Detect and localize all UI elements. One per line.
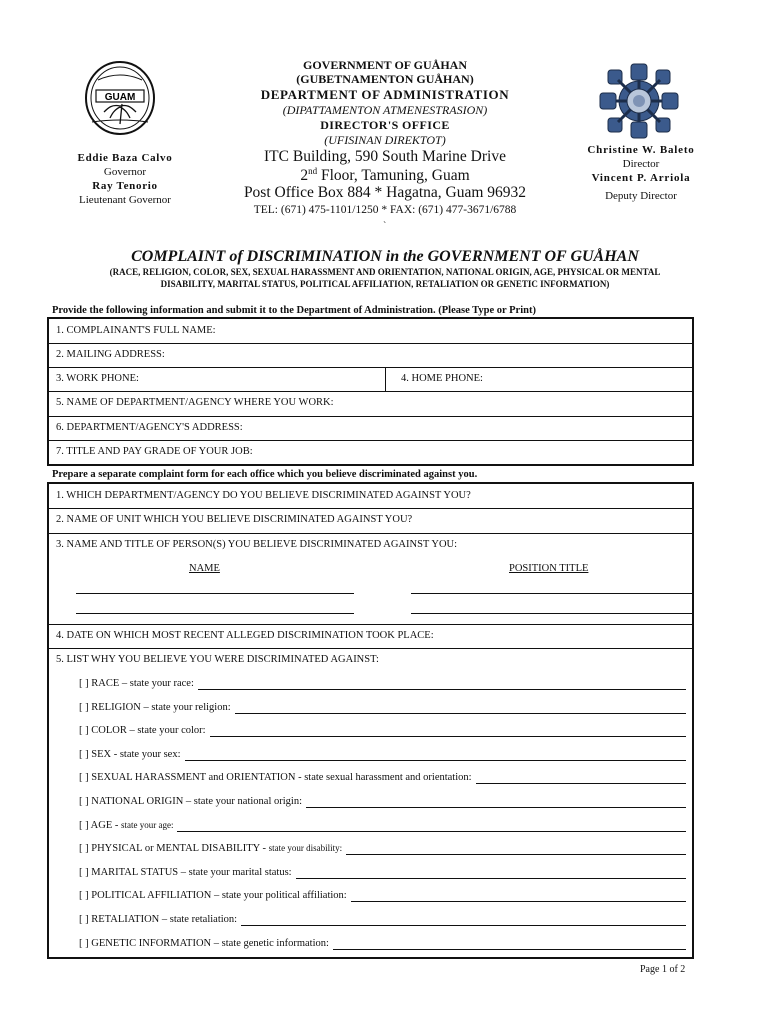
complaint-details-section (47, 482, 694, 959)
field-label: 6. DEPARTMENT/AGENCY'S ADDRESS: (56, 422, 243, 433)
question-label: 2. NAME OF UNIT WHICH YOU BELIEVE DISCRIMINATED AGAINST YOU? (56, 514, 413, 525)
checkbox[interactable]: [ ] (79, 701, 89, 713)
checkbox-label: GENETIC INFORMATION – state genetic information: (91, 937, 329, 949)
header-directors-office: DIRECTOR'S OFFICE (320, 118, 450, 132)
reason-checkbox-item[interactable] (79, 867, 292, 878)
complainant-info-section (47, 317, 694, 466)
question-date[interactable] (49, 624, 692, 649)
reason-checkbox-item[interactable] (79, 796, 302, 807)
header-address-2: 2nd Floor, Tamuning, Guam (300, 166, 470, 185)
reason-answer-line[interactable] (351, 901, 686, 902)
reason-answer-line[interactable] (235, 713, 686, 714)
person-position-line-2[interactable] (411, 613, 693, 614)
checkbox[interactable]: [ ] (79, 772, 89, 784)
question-reasons (49, 648, 692, 957)
field-label: 5. NAME OF DEPARTMENT/AGENCY WHERE YOU WORK: (56, 397, 334, 408)
reason-checkbox-item[interactable] (79, 725, 206, 736)
checkbox-label: PHYSICAL or MENTAL DISABILITY - (91, 843, 269, 855)
header-address-1: ITC Building, 590 South Marine Drive (264, 148, 506, 165)
checkbox-label: SEXUAL HARASSMENT and ORIENTATION - state sexual harassment and orientation: (91, 772, 472, 784)
header-address-3: Post Office Box 884 * Hagatna, Guam 96932 (243, 184, 527, 201)
person-position-line-1[interactable] (411, 593, 693, 594)
field-home-phone-label: 4. HOME PHONE: (401, 373, 483, 384)
governor-title: Governor (103, 166, 147, 178)
question-label: 4. DATE ON WHICH MOST RECENT ALLEGED DISCRIMINATION TOOK PLACE: (56, 630, 434, 641)
checkbox[interactable]: [ ] (79, 748, 89, 760)
row-phones (49, 367, 692, 392)
question-label: 1. WHICH DEPARTMENT/AGENCY DO YOU BELIEVE DISCRIMINATED AGAINST YOU? (56, 490, 471, 501)
field-label: 7. TITLE AND PAY GRADE OF YOUR JOB: (56, 446, 253, 457)
checkbox-label: RETALIATION – state retaliation: (91, 914, 238, 925)
checkbox-label: AGE - (90, 819, 121, 831)
lt-governor-name: Ray Tenorio (92, 180, 158, 192)
field-title-pay-grade[interactable] (49, 440, 692, 464)
reason-answer-line[interactable] (296, 878, 686, 879)
checkbox[interactable]: [ ] (79, 937, 89, 949)
header-ufisinan: (UFISINAN DIREKTOT) (324, 133, 446, 147)
field-complainant-name[interactable] (49, 319, 692, 344)
reason-checkbox-item[interactable] (79, 820, 173, 831)
checkbox[interactable]: [ ] (79, 866, 89, 878)
form-subtitle-2: DISABILITY, MARITAL STATUS, POLITICAL AFFILIATION, RETALIATION OR GENETIC INFORMATION) (160, 279, 610, 289)
reason-answer-line[interactable] (306, 807, 686, 808)
question-unit[interactable] (49, 508, 692, 534)
svg-text:GUAM: GUAM (104, 92, 136, 103)
header-tick-mark: ` (383, 221, 387, 232)
checkbox-label: RELIGION – state your religion: (91, 701, 231, 713)
checkbox[interactable]: [ ] (79, 890, 89, 902)
lt-governor-title: Lieutenant Governor (79, 194, 171, 206)
reason-answer-line[interactable] (346, 854, 686, 855)
field-department-agency[interactable] (49, 391, 692, 417)
form-subtitle-1: (RACE, RELIGION, COLOR, SEX, SEXUAL HARASSMENT AND ORIENTATION, NATIONAL ORIGIN, AGE, PHYSICAL OR MENTAL (109, 267, 661, 277)
reason-checkbox-item[interactable] (79, 772, 472, 783)
question-label: 3. NAME AND TITLE OF PERSON(S) YOU BELIEVE DISCRIMINATED AGAINST YOU: (56, 539, 458, 550)
form-title: COMPLAINT of DISCRIMINATION in the GOVERNMENT OF GUÅHAN (131, 248, 639, 265)
director-name: Christine W. Baleto (587, 144, 695, 156)
field-work-phone-label: 3. WORK PHONE: (56, 373, 139, 384)
person-name-line-1[interactable] (76, 593, 354, 594)
director-title: Director (622, 158, 660, 170)
reason-answer-line[interactable] (185, 760, 686, 761)
instruction-separate-form: Prepare a separate complaint form for each office which you believe discriminated against you. (52, 469, 478, 480)
instruction-provide-info: Provide the following information and submit it to the Department of Administration. (Please Type or Print) (52, 305, 536, 316)
governor-name: Eddie Baza Calvo (77, 152, 173, 164)
checkbox-label: MARITAL STATUS – state your marital status: (91, 866, 292, 878)
checkbox-label-small: state your disability: (268, 843, 343, 854)
checkbox[interactable]: [ ] (79, 819, 89, 831)
column-name-header: NAME (189, 563, 220, 574)
phone-divider (385, 367, 386, 391)
question-department[interactable] (49, 484, 692, 509)
reason-checkbox-item[interactable] (79, 749, 181, 760)
reason-checkbox-item[interactable] (79, 702, 231, 713)
reason-checkbox-item[interactable] (79, 843, 342, 854)
column-position-header: POSITION TITLE (509, 563, 589, 574)
reason-answer-line[interactable] (333, 949, 686, 950)
header-gubetnamenton: (GUBETNAMENTON GUÅHAN) (296, 72, 474, 86)
checkbox-label: POLITICAL AFFILIATION – state your political affiliation: (91, 890, 347, 902)
checkbox-label: SEX - state your sex: (91, 748, 181, 760)
checkbox[interactable]: [ ] (79, 725, 89, 737)
checkbox[interactable]: [ ] (79, 914, 89, 925)
question-persons (49, 533, 692, 625)
page-number: Page 1 of 2 (640, 964, 686, 975)
checkbox-label: NATIONAL ORIGIN – state your national origin: (91, 796, 302, 807)
deputy-director-title: Deputy Director (605, 190, 677, 202)
director-block (566, 143, 716, 203)
header-department: DEPARTMENT OF ADMINISTRATION (260, 87, 510, 102)
question-label: 5. LIST WHY YOU BELIEVE YOU WERE DISCRIMINATED AGAINST: (56, 654, 379, 665)
deputy-director-name: Vincent P. Arriola (591, 172, 691, 184)
reason-answer-line[interactable] (476, 783, 686, 784)
reason-checkbox-item[interactable] (79, 678, 194, 689)
checkbox-label-small: state your age: (121, 819, 174, 830)
reason-answer-line[interactable] (177, 831, 686, 832)
person-name-line-2[interactable] (76, 613, 354, 614)
reason-checkbox-item[interactable] (79, 914, 237, 925)
reason-checkbox-item[interactable] (79, 938, 329, 949)
field-label: 2. MAILING ADDRESS: (56, 349, 165, 360)
checkbox[interactable]: [ ] (79, 843, 89, 855)
governor-block (50, 151, 200, 207)
header-government: GOVERNMENT OF GUÅHAN (302, 58, 467, 72)
header-dipattamenton: (DIPATTAMENTON ATMENESTRASION) (282, 103, 488, 117)
checkbox-label: COLOR – state your color: (91, 725, 206, 737)
reason-answer-line[interactable] (241, 925, 686, 926)
header-tel-fax: TEL: (671) 475-1101/1250 * FAX: (671) 477-3671/6788 (253, 204, 517, 216)
field-mailing-address[interactable] (49, 343, 692, 368)
field-agency-address[interactable] (49, 416, 692, 441)
checkbox[interactable]: [ ] (79, 796, 89, 807)
field-label: 1. COMPLAINANT'S FULL NAME: (56, 325, 216, 336)
guam-seal-logo (82, 60, 158, 136)
reason-answer-line[interactable] (210, 736, 686, 737)
checkbox[interactable]: [ ] (79, 678, 89, 689)
reason-answer-line[interactable] (198, 689, 686, 690)
reason-checkbox-item[interactable] (79, 890, 347, 901)
checkbox-label: RACE – state your race: (91, 678, 194, 689)
department-emblem-logo (598, 62, 680, 140)
